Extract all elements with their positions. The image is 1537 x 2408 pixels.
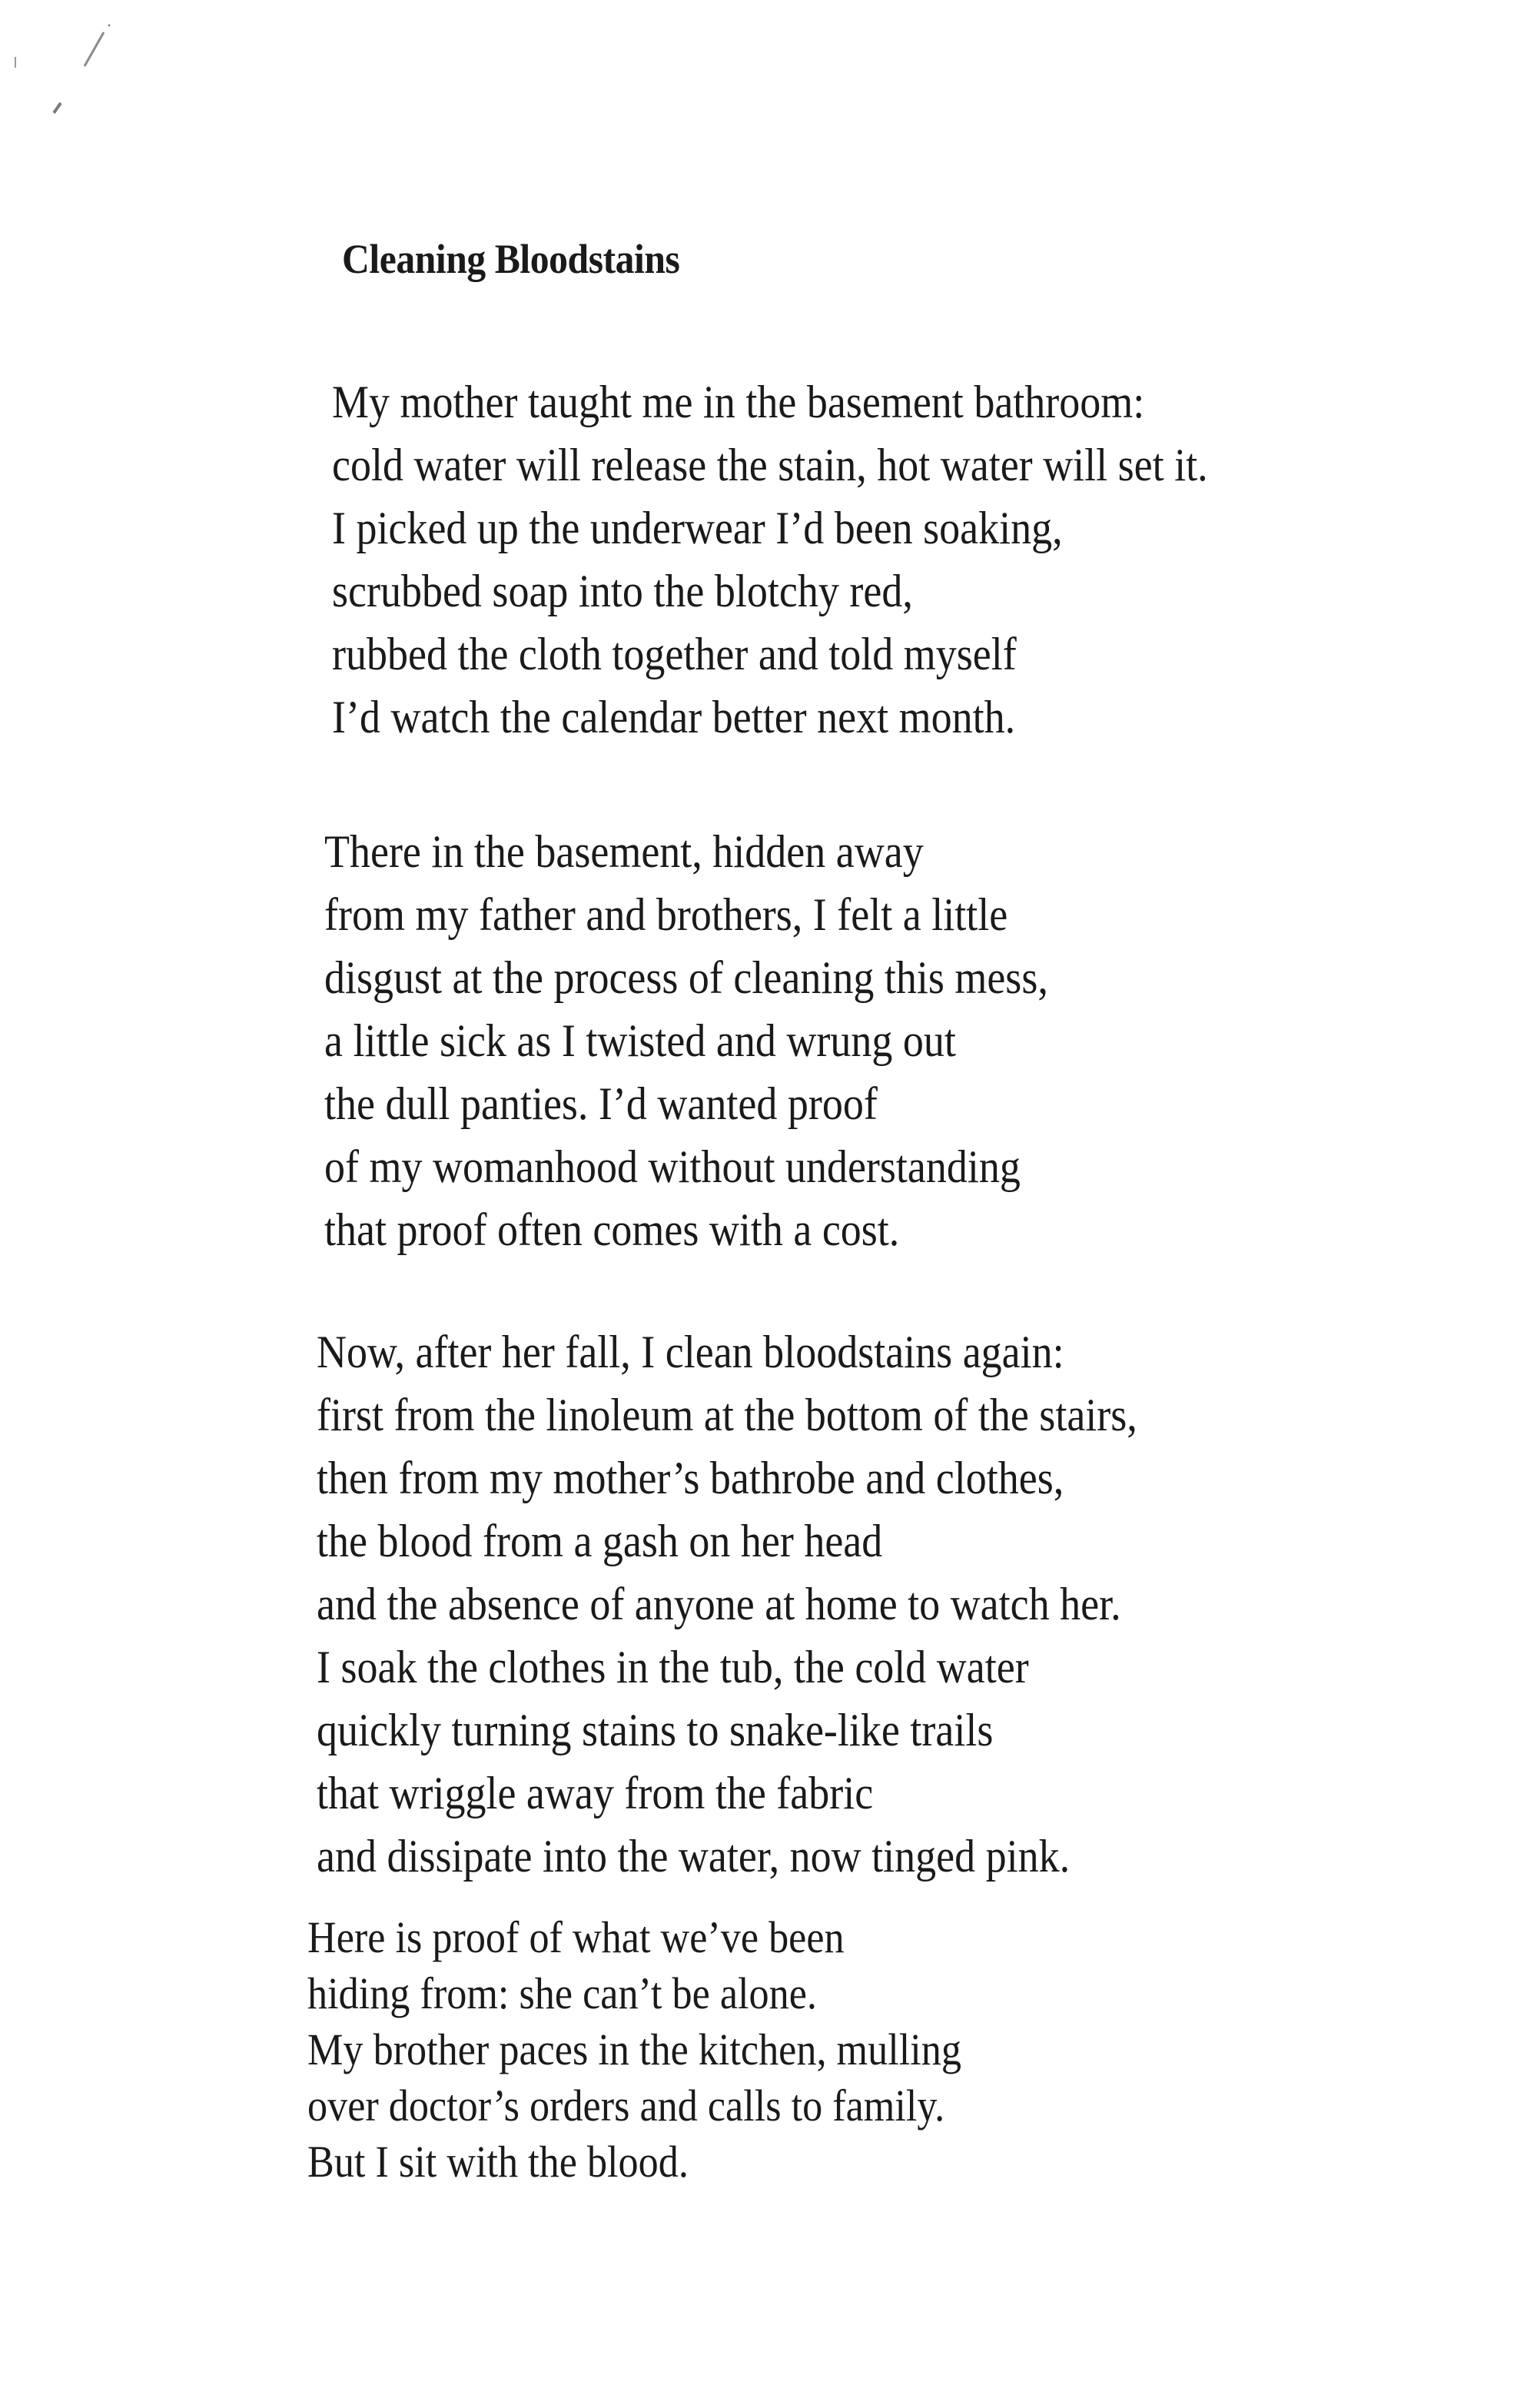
poem-line: I picked up the underwear I’d been soaking,	[332, 503, 1063, 553]
poem-line: hiding from: she can’t be alone.	[307, 1968, 817, 2018]
poem-line: and the absence of anyone at home to watch her.	[317, 1579, 1121, 1629]
poem-line: the dull panties. I’d wanted proof	[324, 1078, 878, 1129]
stanza-3	[317, 1320, 1228, 1888]
poem-line: and dissipate into the water, now tinged pink.	[317, 1831, 1071, 1882]
poem-line: cold water will release the stain, hot water will set it.	[332, 440, 1208, 490]
stanza-2	[324, 820, 1128, 1261]
poem-line: rubbed the cloth together and told myself	[332, 629, 1017, 679]
poem-line: over doctor’s orders and calls to family.	[307, 2081, 945, 2131]
poem-line: of my womanhood without understanding	[324, 1141, 1021, 1192]
poem-line: I soak the clothes in the tub, the cold water	[317, 1642, 1029, 1692]
poem-line: My mother taught me in the basement bathroom:	[332, 377, 1145, 427]
poem-line: then from my mother’s bathrobe and clothes,	[317, 1453, 1064, 1503]
scan-artifact-marks	[0, 0, 154, 154]
poem-line: I’d watch the calendar better next month.	[332, 692, 1016, 742]
poem-title: Cleaning Bloodstains	[342, 236, 680, 282]
stanza-1	[332, 370, 1305, 749]
poem-line: My brother paces in the kitchen, mulling	[307, 2024, 961, 2074]
poem-line: that proof often comes with a cost.	[324, 1204, 900, 1255]
poem-line: the blood from a gash on her head	[317, 1516, 883, 1566]
stanza-4	[307, 1909, 1034, 2190]
poem-line: first from the linoleum at the bottom of the stairs,	[317, 1390, 1137, 1440]
poem-line: disgust at the process of cleaning this mess,	[324, 952, 1048, 1003]
poem-line: But I sit with the blood.	[307, 2137, 689, 2187]
poem-line: Here is proof of what we’ve been	[307, 1912, 845, 1962]
poem-line: scrubbed soap into the blotchy red,	[332, 566, 913, 616]
poem-line: There in the basement, hidden away	[324, 826, 924, 877]
poem-line: a little sick as I twisted and wrung out	[324, 1015, 956, 1066]
poem-line: that wriggle away from the fabric	[317, 1768, 874, 1818]
poem-line: quickly turning stains to snake-like trails	[317, 1705, 994, 1755]
poem-line: Now, after her fall, I clean bloodstains again:	[317, 1327, 1064, 1377]
poem-line: from my father and brothers, I felt a little	[324, 889, 1008, 940]
